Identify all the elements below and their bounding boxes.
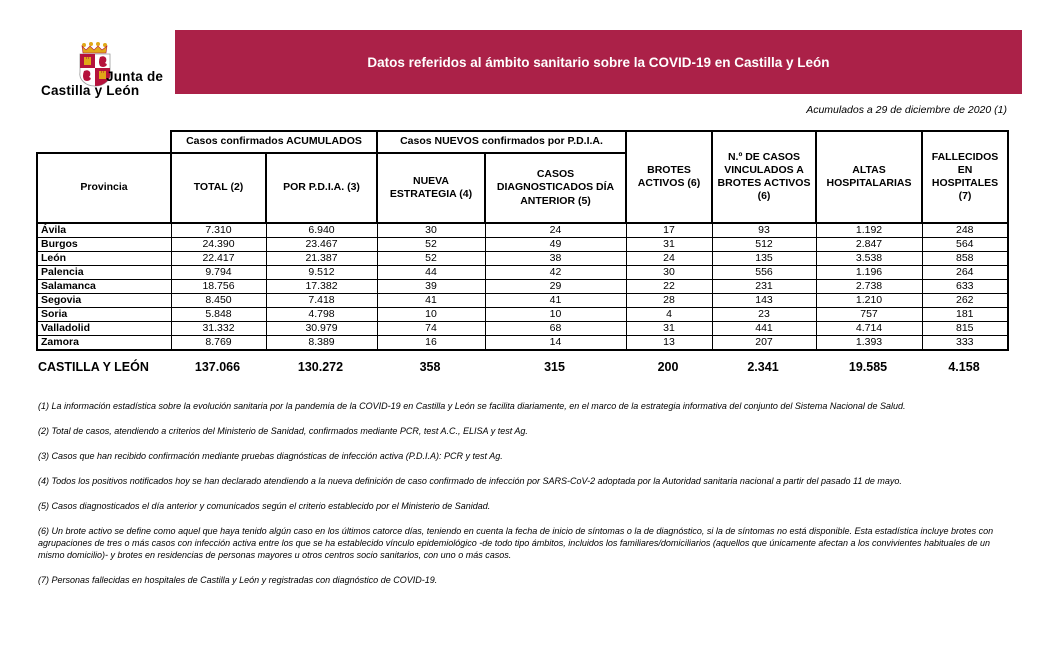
footnotes [38,400,1008,599]
data-cell: 24.390 [171,238,266,252]
data-cell: 181 [922,308,1008,322]
totals-cell: 358 [419,360,441,374]
footnote-6: (6) Un brote activo se define como aquel que haya tenido algún caso en los últimos catorce días, teniendo en cuenta la fecha de inicio de síntomas o la de diagnóstico, si la de síntomas no está disponible. Esta estadística incluye brotes con agrupaciones de tres o más casos con infección activa entre los que se ha establecido vínculo epidemiológico -de todo tipo ámbitos, incluidos los familiares/domiciliarios (aquellos que únicamente afectan a los convivientes habituales de un mismo domicilio)- y brotes en residencias de personas mayores u otros centros socio sanitarios, con uno o más casos. [38,526,994,560]
data-cell: 633 [922,280,1008,294]
page-title: Datos referidos al ámbito sanitario sobre la COVID-19 en Castilla y León [367,54,830,70]
data-cell: 1.196 [816,266,922,280]
table-row [37,238,1008,252]
junta-castilla-leon-logo [36,38,176,100]
date-note: Acumulados a 29 de diciembre de 2020 (1) [806,104,1007,116]
data-cell: 22.417 [171,252,266,266]
data-cell: 7.418 [266,294,377,308]
data-cell: 30 [377,223,485,238]
data-cell: 1.192 [816,223,922,238]
table-row [37,266,1008,280]
col-header-altas-hospitalarias: ALTAS HOSPITALARIAS [816,131,922,223]
footnote-5: (5) Casos diagnosticados el día anterior y comunicados según el criterio establecido por el Ministerio de Sanidad. [38,501,491,511]
footnote-3: (3) Casos que han recibido confirmación mediante pruebas diagnósticas de infección activa (P.D.I.A): PCR y test Ag. [38,451,503,461]
data-cell: 9.512 [266,266,377,280]
data-cell: 24 [485,223,626,238]
data-cell: 248 [922,223,1008,238]
group-header-acumulados: Casos confirmados ACUMULADOS [171,131,377,153]
data-cell: 135 [712,252,816,266]
col-header-fallecidos: FALLECIDOS EN HOSPITALES (7) [922,131,1008,223]
data-cell: 564 [922,238,1008,252]
data-cell: 3.538 [816,252,922,266]
province-name: León [37,252,171,266]
data-cell: 815 [922,322,1008,336]
data-cell: 52 [377,238,485,252]
data-cell: 9.794 [171,266,266,280]
data-cell: 18.756 [171,280,266,294]
province-name: Soria [37,308,171,322]
data-cell: 41 [485,294,626,308]
data-cell: 512 [712,238,816,252]
totals-cell: 2.341 [747,360,779,374]
data-cell: 262 [922,294,1008,308]
data-cell: 39 [377,280,485,294]
data-cell: 4.714 [816,322,922,336]
data-cell: 23 [712,308,816,322]
data-cell: 24 [626,252,712,266]
totals-cell: 19.585 [848,360,888,374]
data-cell: 13 [626,336,712,351]
data-cell: 31 [626,238,712,252]
footnote-2: (2) Total de casos, atendiendo a criterios del Ministerio de Sanidad, confirmados mediante PCR, test A.C., ELISA y test Ag. [38,426,528,436]
data-cell: 264 [922,266,1008,280]
data-cell: 2.738 [816,280,922,294]
col-header-casos-vinculados: N.º DE CASOS VINCULADOS A BROTES ACTIVOS (6) [712,131,816,223]
data-cell: 2.847 [816,238,922,252]
province-name: Zamora [37,336,171,351]
data-cell: 333 [922,336,1008,351]
data-cell: 31 [626,322,712,336]
data-cell: 31.332 [171,322,266,336]
data-cell: 143 [712,294,816,308]
data-cell: 30.979 [266,322,377,336]
table [36,130,1009,351]
totals-cell: 315 [544,360,565,374]
data-cell: 17.382 [266,280,377,294]
province-name: Segovia [37,294,171,308]
data-cell: 441 [712,322,816,336]
table-row [37,252,1008,266]
col-header-total: TOTAL (2) [171,153,266,223]
table-row [37,322,1008,336]
footnote-4: (4) Todos los positivos notificados hoy se han declarado atendiendo a la nueva definición de caso confirmado de infección por SARS-CoV-2 adoptada por la Autoridad sanitaria nacional a partir del pasado 11 de mayo. [38,476,902,486]
empty-corner-cell [37,131,171,153]
data-cell: 8.450 [171,294,266,308]
data-cell: 8.389 [266,336,377,351]
data-cell: 52 [377,252,485,266]
data-cell: 42 [485,266,626,280]
data-cell: 14 [485,336,626,351]
data-cell: 74 [377,322,485,336]
group-header-nuevos: Casos NUEVOS confirmados por P.D.I.A. [377,131,626,153]
table-row [37,294,1008,308]
data-cell: 29 [485,280,626,294]
totals-cell: 130.272 [297,360,344,374]
data-cell: 757 [816,308,922,322]
table-row [37,223,1008,238]
data-cell: 23.467 [266,238,377,252]
totals-cell: 200 [657,360,679,374]
totals-label: CASTILLA Y LEÓN [38,360,149,374]
table-row [37,336,1008,351]
data-cell: 16 [377,336,485,351]
data-cell: 28 [626,294,712,308]
data-cell: 38 [485,252,626,266]
footnote-7: (7) Personas fallecidas en hospitales de Castilla y León y registradas con diagnóstico de COVID-19. [38,575,438,585]
data-cell: 1.393 [816,336,922,351]
province-name: Salamanca [37,280,171,294]
covid-data-table [36,130,1009,351]
logo-text-line1: Junta de [106,69,164,84]
data-cell: 4.798 [266,308,377,322]
data-cell: 21.387 [266,252,377,266]
data-cell: 8.769 [171,336,266,351]
group-header-row [37,131,1008,153]
data-cell: 93 [712,223,816,238]
data-cell: 556 [712,266,816,280]
data-cell: 10 [485,308,626,322]
totals-row [36,356,1007,378]
col-header-casos-diagnosticados: CASOS DIAGNOSTICADOS DÍA ANTERIOR (5) [485,153,626,223]
data-cell: 10 [377,308,485,322]
col-header-nueva-estrategia: NUEVA ESTRATEGIA (4) [377,153,485,223]
col-header-brotes-activos: BROTES ACTIVOS (6) [626,131,712,223]
province-name: Ávila [37,223,171,238]
data-cell: 231 [712,280,816,294]
province-name: Palencia [37,266,171,280]
data-cell: 858 [922,252,1008,266]
col-header-provincia: Provincia [37,153,171,223]
data-cell: 4 [626,308,712,322]
data-cell: 6.940 [266,223,377,238]
table-row [37,308,1008,322]
data-cell: 7.310 [171,223,266,238]
totals-cell: 137.066 [194,360,241,374]
data-cell: 68 [485,322,626,336]
footnote-1: (1) La información estadística sobre la evolución sanitaria por la pandemia de la COVID-19 en Castilla y León se facilita diariamente, en el marco de la estrategia informativa del conjunto del Sistema Nacional de Salud. [38,401,906,411]
table-body [37,223,1008,350]
data-cell: 41 [377,294,485,308]
data-cell: 49 [485,238,626,252]
data-cell: 17 [626,223,712,238]
title-banner [175,30,1022,94]
data-cell: 22 [626,280,712,294]
table-row [37,280,1008,294]
data-cell: 207 [712,336,816,351]
province-name: Burgos [37,238,171,252]
totals-cell: 4.158 [948,360,980,374]
data-cell: 44 [377,266,485,280]
col-header-por-pdia: POR P.D.I.A. (3) [266,153,377,223]
data-cell: 1.210 [816,294,922,308]
logo-text-line2: Castilla y León [41,83,140,98]
data-cell: 5.848 [171,308,266,322]
province-name: Valladolid [37,322,171,336]
data-cell: 30 [626,266,712,280]
